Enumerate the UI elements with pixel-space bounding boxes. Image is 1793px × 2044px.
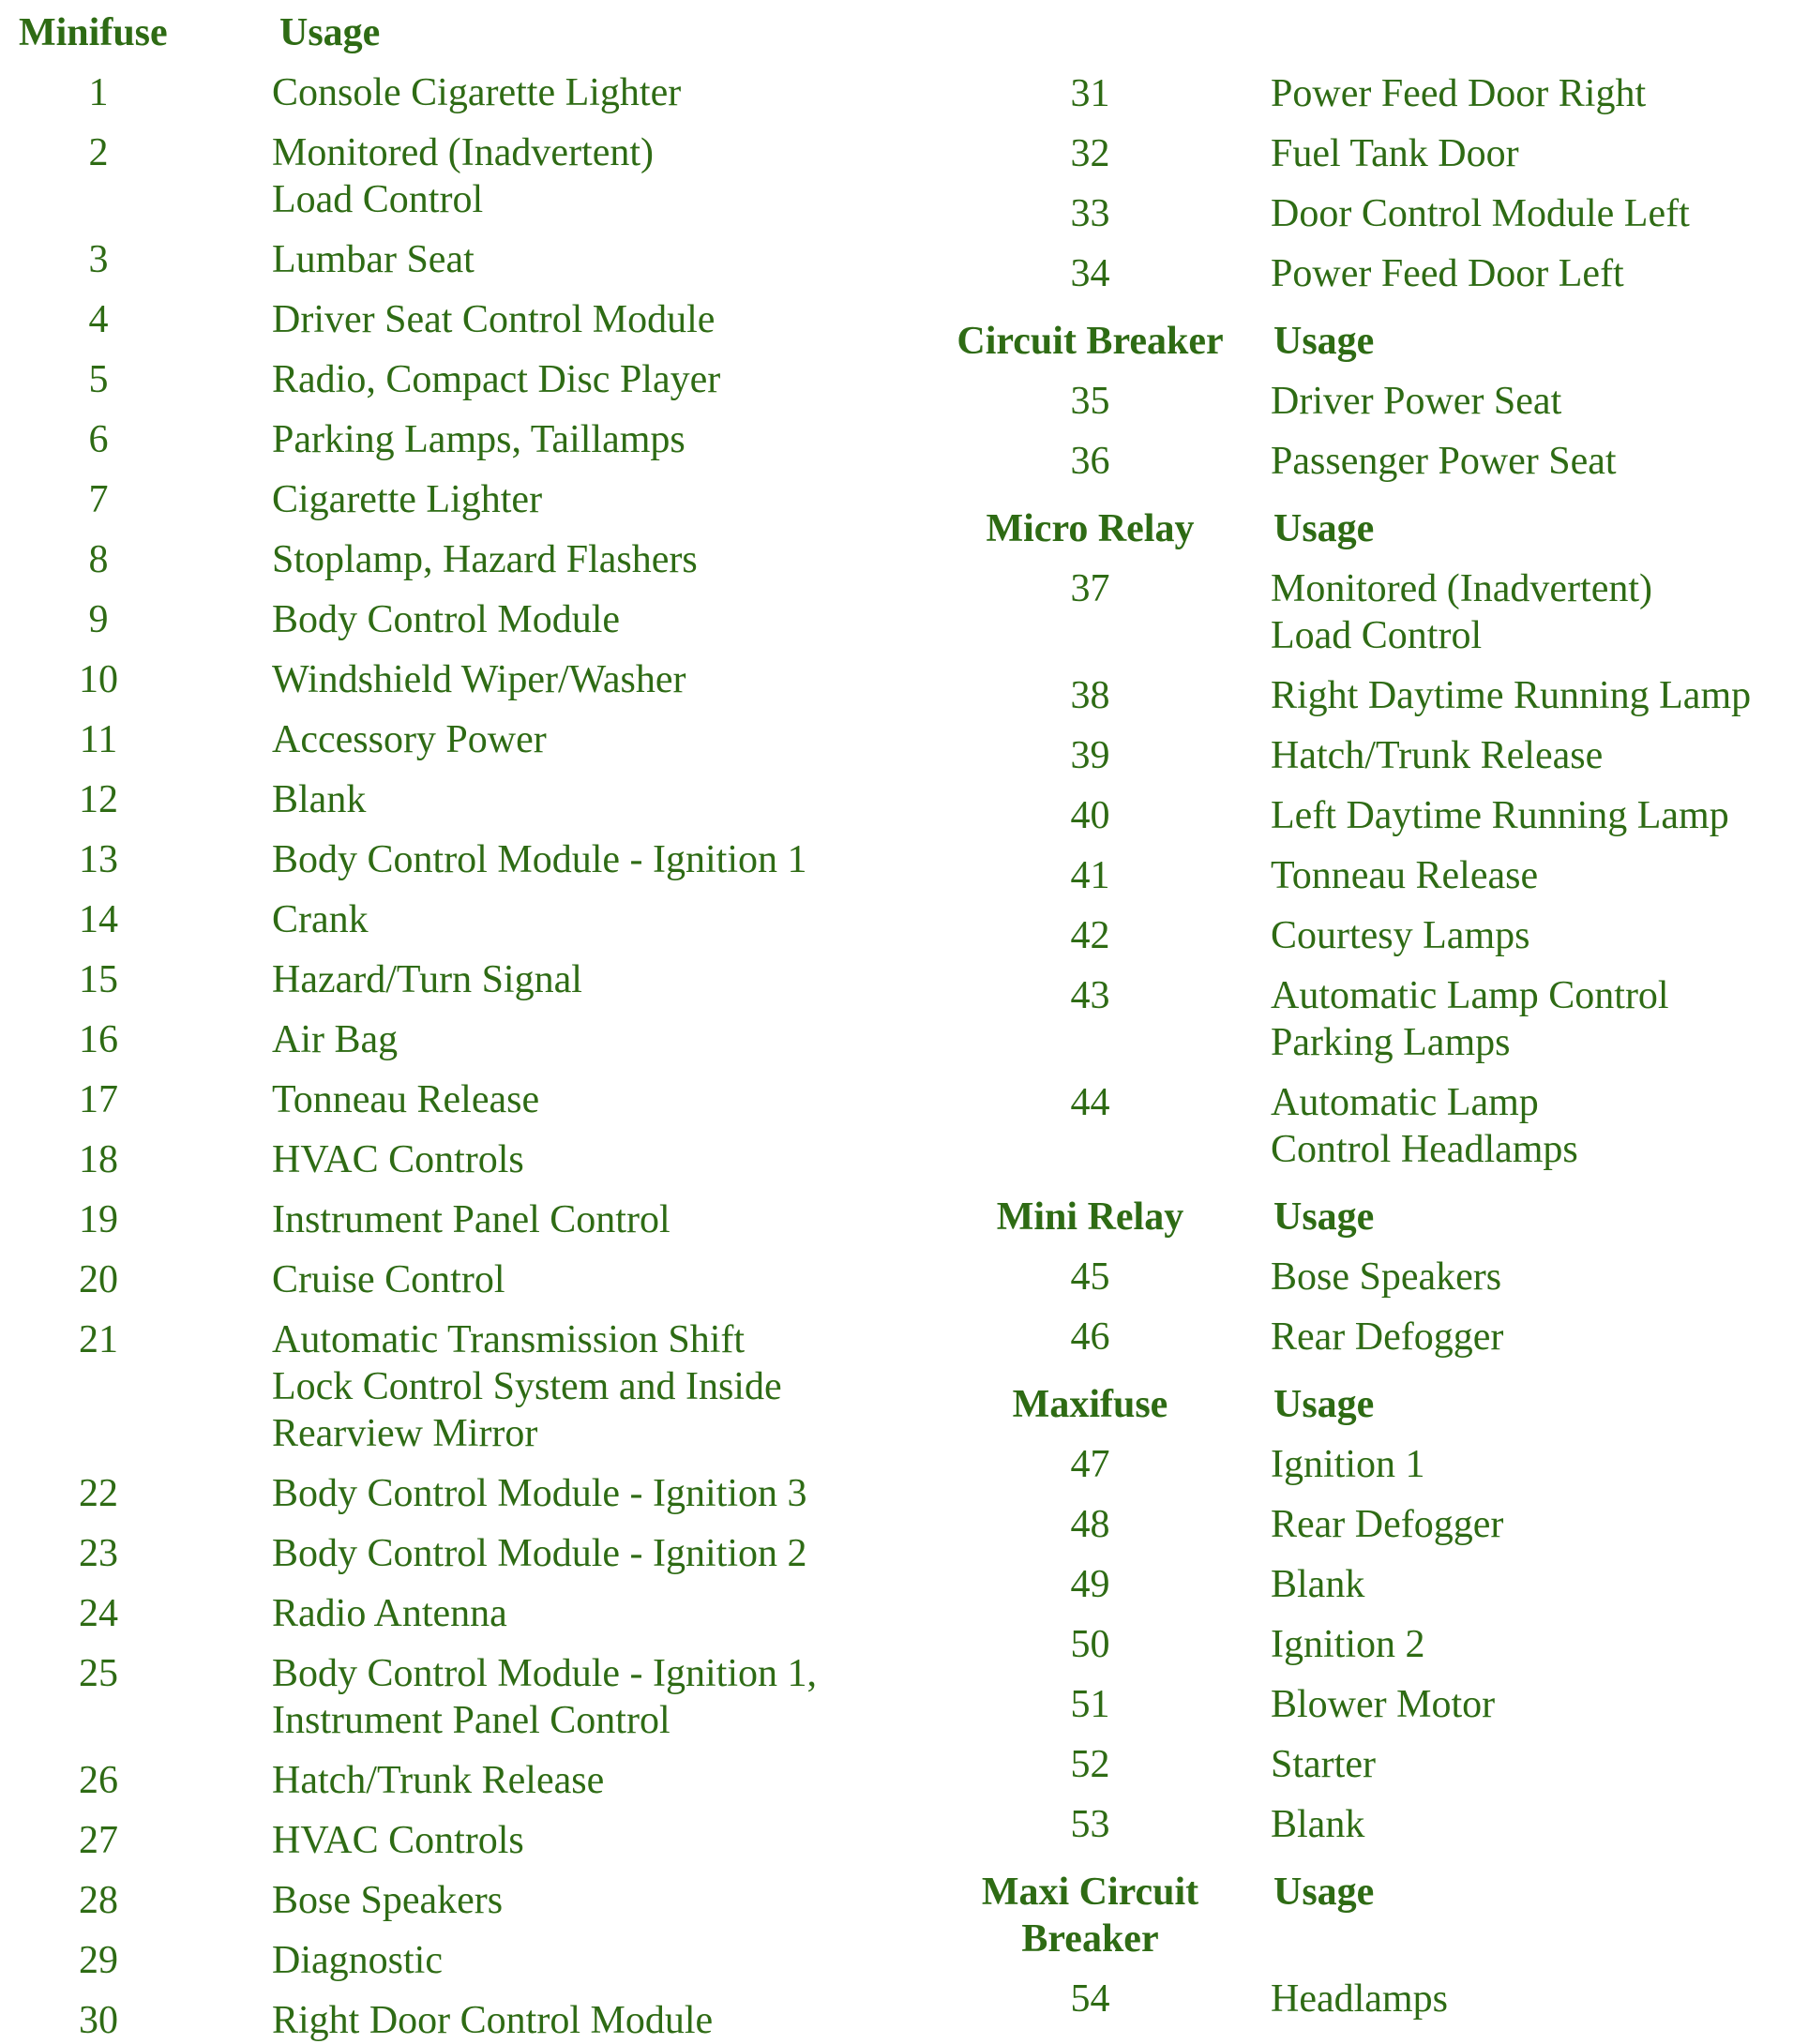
fuse-usage-line: Hatch/Trunk Release [272,1759,605,1802]
fuse-usage-line: Blower Motor [1271,1683,1496,1726]
fuse-usage [272,1016,398,1063]
fuse-usage-line: Tonneau Release [1271,854,1539,897]
fuse-usage-line: Automatic Transmission Shift [272,1318,746,1361]
section-header-usage: Usage [279,11,381,54]
fuse-number: 28 [79,1879,118,1922]
fuse-number: 27 [79,1819,118,1862]
fuse-usage-line: Body Control Module - Ignition 1 [272,838,807,881]
fuse-usage [1271,732,1603,779]
fuse-usage-line: Starter [1271,1743,1376,1786]
fuse-number: 4 [88,298,109,341]
fuse-usage [1271,378,1561,425]
section-header-label: Micro Relay [986,507,1195,550]
fuse-usage [1271,1079,1578,1173]
fuse-usage [272,1650,817,1744]
fuse-number: 52 [1070,1743,1110,1786]
fuse-usage [1271,1741,1376,1788]
fuse-number: 20 [79,1258,118,1301]
fuse-number: 9 [88,598,109,641]
fuse-number: 24 [79,1592,118,1635]
fuse-usage [272,356,720,403]
fuse-usage [272,296,715,343]
fuse-number: 1 [88,71,109,114]
fuse-usage [1271,1314,1503,1360]
fuse-usage-line: Ignition 1 [1271,1443,1425,1486]
fuse-usage-line: Right Daytime Running Lamp [1271,674,1752,717]
fuse-usage-line: Courtesy Lamps [1271,914,1530,957]
fuse-usage-line: Left Daytime Running Lamp [1271,794,1729,837]
fuse-usage [272,1316,782,1457]
fuse-number: 48 [1070,1503,1110,1546]
fuse-number: 23 [79,1532,118,1575]
fuse-usage-line: Bose Speakers [272,1879,504,1922]
fuse-number: 32 [1070,132,1110,175]
fuse-number: 13 [79,838,118,881]
fuse-usage-line: Right Door Control Module [272,1999,714,2042]
fuse-usage [1271,70,1646,117]
fuse-usage-line: Monitored (Inadvertent) [1271,567,1653,610]
fuse-number: 26 [79,1759,118,1802]
fuse-usage [1271,792,1729,839]
fuse-usage-line: Hazard/Turn Signal [272,958,582,1001]
fuse-usage [1271,190,1690,237]
fuse-usage-line: Monitored (Inadvertent) [272,131,655,174]
fuse-number: 53 [1070,1803,1110,1846]
fuse-usage-line: Blank [272,778,367,821]
fuse-usage [272,1256,505,1303]
fuse-usage-line: Stoplamp, Hazard Flashers [272,538,698,581]
fuse-usage-line: Radio, Compact Disc Player [272,358,721,401]
fuse-number: 46 [1070,1315,1110,1359]
fuse-number: 21 [79,1318,118,1361]
fuse-usage [272,836,807,883]
fuse-usage-line: Cruise Control [272,1258,505,1301]
fuse-usage-line: Rearview Mirror [272,1412,538,1455]
fuse-number: 5 [88,358,109,401]
fuse-usage [1271,852,1538,899]
fuse-usage [272,1877,503,1924]
fuse-usage-line: Crank [272,898,369,941]
fuse-usage [272,716,547,763]
fuse-number: 15 [79,958,118,1001]
fuse-number: 40 [1070,794,1110,837]
fuse-usage [272,416,686,463]
fuse-number: 18 [79,1138,118,1181]
fuse-number: 11 [79,718,118,761]
fuse-usage-line: Passenger Power Seat [1271,440,1617,483]
fuse-usage [272,129,654,223]
fuse-number: 54 [1070,1977,1110,2021]
fuse-usage [272,536,698,583]
fuse-usage-line: Blank [1271,1803,1365,1846]
fuse-usage [272,956,582,1003]
section-header-label: Circuit Breaker [957,320,1224,363]
fuse-usage-line: Automatic Lamp [1271,1081,1539,1124]
fuse-usage-line: HVAC Controls [272,1138,524,1181]
fuse-usage-line: Rear Defogger [1271,1315,1504,1359]
fuse-usage-line: Fuel Tank Door [1271,132,1519,175]
section-header-usage: Usage [1273,320,1375,363]
fuse-number: 45 [1070,1255,1110,1299]
fuse-usage-line: Lock Control System and Inside [272,1365,782,1408]
fuse-number: 3 [88,238,109,281]
fuse-usage-line: Driver Power Seat [1271,380,1562,423]
fuse-number: 49 [1070,1563,1110,1606]
fuse-number: 36 [1070,440,1110,483]
fuse-number: 6 [88,418,109,461]
fuse-usage [272,1470,807,1517]
fuse-usage-line: Blank [1271,1563,1365,1606]
fuse-usage-line: Body Control Module [272,598,621,641]
section-header-usage: Usage [1273,1383,1375,1426]
fuse-usage-line: Lumbar Seat [272,238,475,281]
fuse-number: 2 [88,131,109,174]
fuse-number: 47 [1070,1443,1110,1486]
fuse-usage [272,596,620,643]
fuse-usage [272,776,366,823]
fuse-usage [272,1076,539,1123]
fuse-usage-line: Load Control [1271,614,1483,657]
fuse-usage-line: Cigarette Lighter [272,478,543,521]
fuse-usage [1271,1621,1425,1668]
fuse-usage [1271,1441,1425,1488]
fuse-usage [1271,1976,1448,2022]
fuse-number: 12 [79,778,118,821]
fuse-number: 22 [79,1472,118,1515]
section-header-label-line: Maxi Circuit [981,1871,1199,1914]
section-header-label: Minifuse [19,11,168,54]
section-header-label: Mini Relay [996,1195,1184,1239]
fuse-usage-line: Instrument Panel Control [272,1198,670,1241]
fuse-number: 39 [1070,734,1110,777]
fuse-usage-line: Parking Lamps, Taillamps [272,418,686,461]
section-header-label: Maxifuse [1012,1383,1168,1426]
fuse-number: 42 [1070,914,1110,957]
fuse-usage [1271,1801,1364,1848]
fuse-number: 10 [79,658,118,701]
fuse-usage [1271,130,1519,177]
fuse-usage [272,1757,604,1804]
fuse-usage [1271,250,1624,297]
fuse-number: 19 [79,1198,118,1241]
fuse-usage [272,656,686,703]
fuse-number: 38 [1070,674,1110,717]
fuse-usage [1271,1681,1495,1728]
fuse-number: 51 [1070,1683,1110,1726]
fuse-number: 43 [1070,974,1110,1017]
fuse-number: 50 [1070,1623,1110,1666]
fuse-usage [1271,1501,1503,1548]
fuse-number: 25 [79,1652,118,1695]
fuse-usage-line: Console Cigarette Lighter [272,71,682,114]
fuse-usage-line: Accessory Power [272,718,547,761]
fuse-usage [272,896,369,943]
fuse-usage [272,1817,524,1864]
fuse-usage [272,1590,507,1637]
fuse-usage-line: Power Feed Door Left [1271,252,1624,295]
fuse-number: 37 [1070,567,1110,610]
section-header-usage: Usage [1273,1871,1375,1914]
fuse-number: 29 [79,1939,118,1982]
fuse-usage [272,476,542,523]
fuse-usage-line: Tonneau Release [272,1078,540,1121]
fuse-usage-line: Headlamps [1271,1977,1448,2021]
fuse-usage-line: Diagnostic [272,1939,443,1982]
fuse-usage [272,1530,807,1577]
fuse-number: 30 [79,1999,118,2042]
fuse-number: 33 [1070,192,1110,235]
fuse-usage [1271,672,1751,719]
fuse-usage-line: Body Control Module - Ignition 3 [272,1472,807,1515]
fuse-usage-line: Instrument Panel Control [272,1699,670,1742]
fuse-number: 7 [88,478,109,521]
fuse-number: 31 [1070,72,1110,115]
fuse-usage [1271,565,1652,659]
fuse-usage-line: Hatch/Trunk Release [1271,734,1604,777]
fuse-usage-line: Windshield Wiper/Washer [272,658,686,701]
fuse-usage-line: Bose Speakers [1271,1255,1502,1299]
fuse-usage [1271,438,1617,485]
fuse-usage [1271,1254,1501,1300]
fuse-number: 34 [1070,252,1110,295]
fuse-usage [1271,912,1529,959]
fuse-usage [1271,972,1669,1066]
fuse-number: 41 [1070,854,1110,897]
fuse-usage [272,236,475,283]
fuse-usage-line: Load Control [272,178,484,221]
section-header-usage: Usage [1273,507,1375,550]
fuse-usage-line: Door Control Module Left [1271,192,1690,235]
fuse-usage [272,1136,524,1183]
fuse-usage-line: Air Bag [272,1018,399,1061]
fuse-usage-line: Rear Defogger [1271,1503,1504,1546]
fuse-usage-line: Parking Lamps [1271,1021,1511,1064]
fuse-number: 14 [79,898,118,941]
section-header-usage: Usage [1273,1195,1375,1239]
fuse-usage [272,1937,443,1984]
fuse-usage-line: Driver Seat Control Module [272,298,716,341]
fuse-usage-line: Body Control Module - Ignition 2 [272,1532,807,1575]
fuse-number: 8 [88,538,109,581]
fuse-usage-line: Control Headlamps [1271,1128,1578,1171]
section-header-label [938,1869,1243,1962]
fuse-usage-line: Body Control Module - Ignition 1, [272,1652,817,1695]
fuse-usage [272,1196,670,1243]
fuse-usage [1271,1561,1364,1608]
fuse-number: 35 [1070,380,1110,423]
fuse-number: 17 [79,1078,118,1121]
fuse-usage [272,1997,713,2044]
fuse-usage-line: Power Feed Door Right [1271,72,1647,115]
fuse-usage-line: Ignition 2 [1271,1623,1425,1666]
fuse-usage-line: Radio Antenna [272,1592,507,1635]
fuse-usage [272,69,681,116]
fuse-number: 16 [79,1018,118,1061]
fuse-usage-line: HVAC Controls [272,1819,524,1862]
fuse-number: 44 [1070,1081,1110,1124]
fuse-usage-line: Automatic Lamp Control [1271,974,1669,1017]
section-header-label-line: Breaker [1021,1917,1159,1961]
